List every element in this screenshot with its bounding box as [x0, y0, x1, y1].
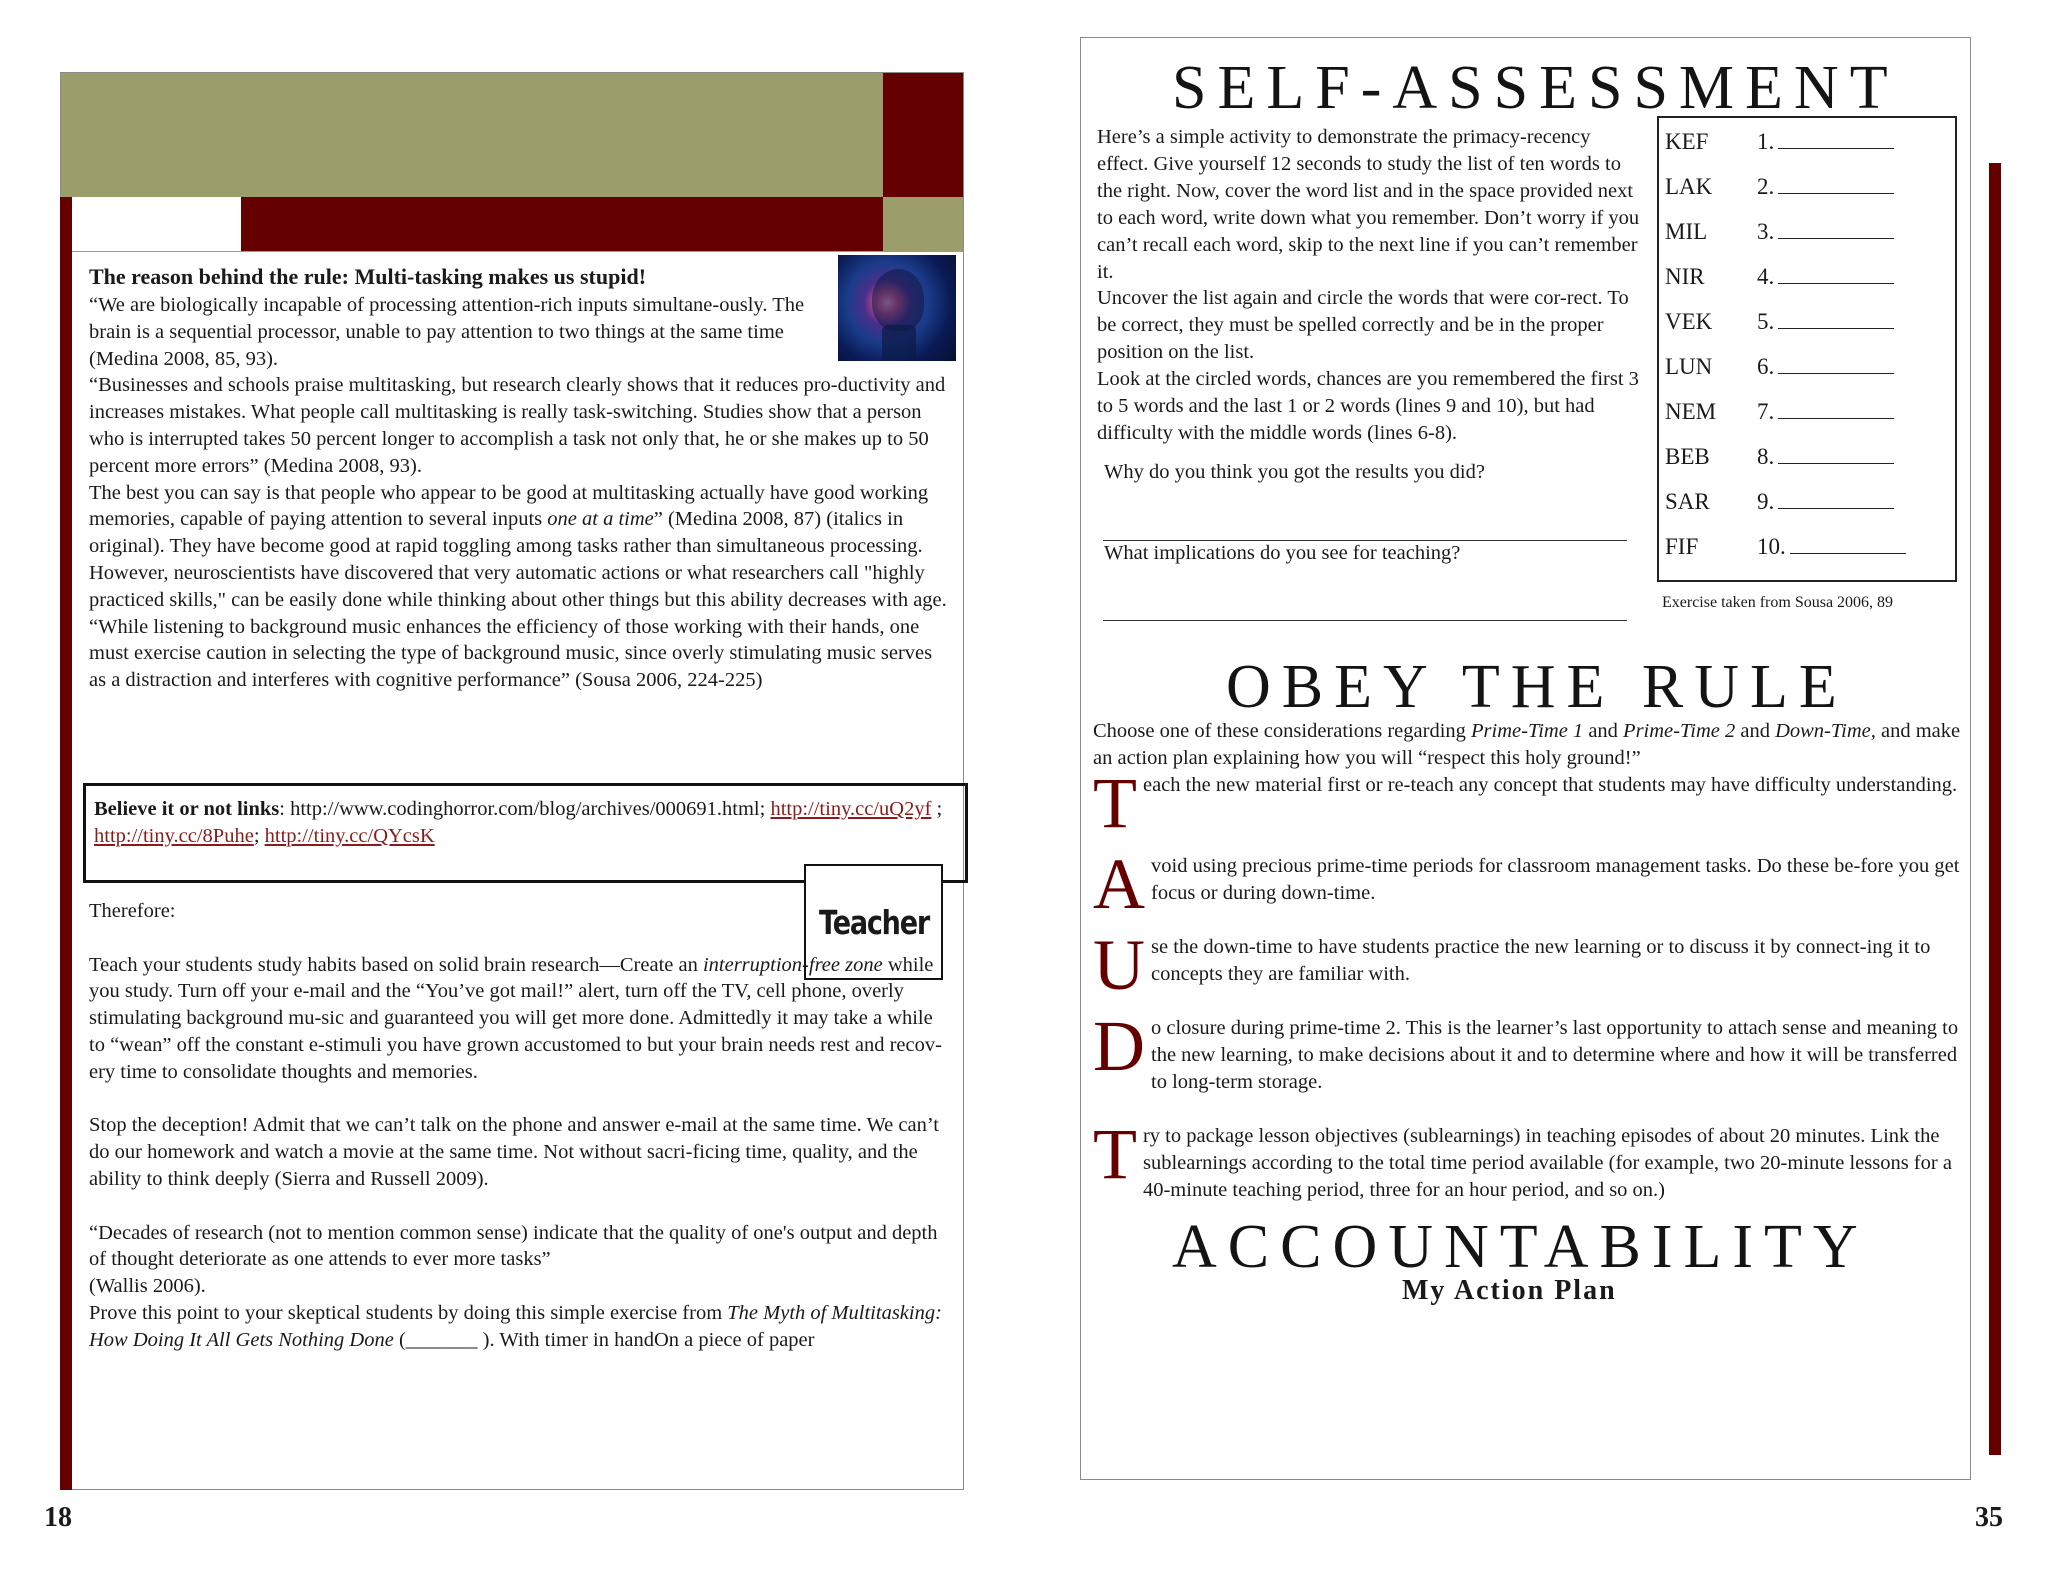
drop-cap: U: [1093, 925, 1145, 1005]
obey-the-rule-title: OBEY THE RULE: [1226, 653, 1848, 721]
drop-cap: A: [1093, 844, 1145, 924]
word-blank[interactable]: [1778, 355, 1894, 374]
answer-line-2[interactable]: [1103, 620, 1627, 621]
paragraph-stop-deception: Stop the deception! Admit that we can’t talk on the phone and answer e-mail at the same time. We can’t do our homework and watch a movie at the same time. Not without sacri-ficing time, quality, and the ability to think deeply (Sierra and Russell 2009).: [89, 1114, 939, 1190]
action-plan-label: My Action Plan: [1402, 1275, 1617, 1306]
obey-intro: Choose one of these considerations regarding Prime-Time 1 and Prime-Time 2 and Down-Time, and make an action plan explaining how you will “respect this holy ground!”: [1093, 720, 1961, 769]
therefore-label: Therefore:: [89, 900, 176, 922]
paragraph-medina-1: “We are biologically incapable of processing attention-rich inputs simultane-ously. The brain is a sequential processor, unable to pay attention to two things at the same time (Medina 2008, 85, 93).: [89, 294, 805, 370]
word-blank[interactable]: [1778, 310, 1894, 329]
word-row: MIL 3.: [1665, 219, 1894, 245]
word-row: NEM 7.: [1665, 399, 1894, 425]
word-row: FIF 10.: [1665, 534, 1906, 560]
word-row: VEK 5.: [1665, 309, 1894, 335]
drop-cap: T: [1093, 1114, 1137, 1194]
paragraph-prove-point: Prove this point to your skeptical students by doing this simple exercise from The Myth of Multitasking: How Doing It All Gets Nothing Done (_______ ). With timer in handOn a piece of paper: [89, 1301, 942, 1351]
header-maroon-bar: [241, 197, 883, 251]
word-blank[interactable]: [1778, 175, 1894, 194]
page-number-right: 35: [1975, 1502, 2003, 1533]
right-page-maroon-edge: [1989, 163, 2001, 1455]
word-blank[interactable]: [1778, 400, 1894, 419]
sa-paragraph-2: Uncover the list again and circle the words that were cor-rect. To be correct, they must be spelled correctly and be in the proper position on the list.: [1097, 287, 1629, 364]
self-assessment-text: [1097, 124, 1645, 447]
word-blank[interactable]: [1778, 445, 1894, 464]
word-row: SAR 9.: [1665, 489, 1894, 515]
paragraph-sousa-quote: “While listening to background music enhances the efficiency of those working with their hands, one must exercise caution in selecting the type of background music, since overly stimulating music serves as a distraction and interferes with cognitive performance” (Sousa 2006, 224-225): [89, 615, 933, 692]
paragraph-decades-quote: “Decades of research (not to mention common sense) indicate that the quality of one's output and depth of thought deteriorate as one attends to ever more tasks”: [89, 1221, 938, 1271]
word-row: BEB 8.: [1665, 444, 1894, 470]
word-blank[interactable]: [1790, 535, 1906, 554]
tip-try: T ry to package lesson objectives (sublearnings) in teaching episodes of about 20 minutes. Link the sublearnings according to the total time period available (for example, two 20-minute lessons for a 40-minute teaching period, three for an hour period, and so on.): [1093, 1114, 1952, 1201]
paragraph-medina-2: “Businesses and schools praise multitasking, but research clearly shows that it reduces pro-ductivity and increases mistakes. What people call multitasking is really task-switching. Studies show that a person who is interrupted takes 50 percent longer to accomplish a task not only that, he or she makes up to 50 percent more errors” (Medina 2008, 93).: [89, 374, 946, 477]
question-results: Why do you think you got the results you did?: [1104, 461, 1485, 483]
paragraph-teach-habits: Teach your students study habits based on solid brain research—Create an interruption-free zone while you study. Turn off your e-mail and the “You’ve got mail!” alert, turn off the TV, cell phone, overly stimulating background mu-sic and guaranteed you will get more done. Admittedly it may take a while to “wean” off the constant e-stimuli you have grown accustomed to but your brain needs rest and recov-ery time to consolidate thoughts and memories.: [89, 953, 942, 1083]
word-row: NIR 4.: [1665, 264, 1894, 290]
drop-cap: T: [1093, 763, 1137, 843]
word-blank[interactable]: [1778, 490, 1894, 509]
tip-avoid: A void using precious prime-time periods for classroom management tasks. Do these be-fore you get focus or during down-time.: [1093, 844, 1960, 924]
sa-paragraph-1: Here’s a simple activity to demonstrate the primacy-recency effect. Give yourself 12 seconds to study the list of ten words to the right. Now, cover the word list and in the space provided next to each word, write down what you remember. Don’t worry if you can’t recall each word, skip to the next line if you can’t remember it.: [1097, 126, 1640, 283]
tip-use: U se the down-time to have students practice the new learning or to discuss it by connect-ing it to concepts they are familiar with.: [1093, 925, 1931, 1005]
word-blank[interactable]: [1778, 220, 1894, 239]
word-row: LUN 6.: [1665, 354, 1894, 380]
tip-teach: T each the new material first or re-teach any concept that students may have difficulty understanding.: [1093, 763, 1958, 843]
answer-line-1[interactable]: [1103, 540, 1627, 541]
teacher-label: Teacher: [818, 902, 929, 942]
word-row: LAK 2.: [1665, 174, 1894, 200]
links-box: Believe it or not links: http://www.codinghorror.com/blog/archives/000691.html; http://tiny.cc/uQ2yf ; http://tiny.cc/8Puhe; http://tiny.cc/QYcsK: [83, 783, 968, 883]
links-plain-url: : http://www.codinghorror.com/blog/archives/000691.html;: [279, 798, 771, 820]
tip-do-closure: D o closure during prime-time 2. This is the learner’s last opportunity to attach sense and meaning to the new learning, to make decisions about it and to determine where and how it will be transferred to long-term storage.: [1093, 1006, 1959, 1093]
left-lower-text: [89, 898, 949, 1354]
wallis-citation: (Wallis 2006).: [89, 1275, 206, 1298]
link-tiny-uq2yf[interactable]: http://tiny.cc/uQ2yf: [770, 798, 932, 820]
header-olive-block: [61, 73, 883, 197]
links-label: Believe it or not links: [94, 798, 280, 820]
drop-cap: D: [1093, 1006, 1145, 1086]
page-number-left: 18: [44, 1502, 72, 1533]
paragraph-neuroscientists: However, neuroscientists have discovered that very automatic actions or what researchers call "highly practiced skills," can be easily done while thinking about other things but this ability decreases with age.: [89, 561, 947, 611]
word-blank[interactable]: [1778, 130, 1894, 149]
header-maroon-block: [883, 73, 963, 197]
question-implications: What implications do you see for teaching?: [1104, 542, 1461, 564]
section-heading: The reason behind the rule: Multi-tasking makes us stupid!: [89, 264, 647, 289]
paragraph-medina-3: The best you can say is that people who appear to be good at multitasking actually have good working memories, capable of paying attention to several inputs one at a time” (Medina 2008, 87) (italics in original). They have become good at rapid toggling among tasks rather than simultaneous processing.: [89, 481, 929, 558]
left-main-text: [89, 262, 949, 694]
link-tiny-qycsk[interactable]: http://tiny.cc/QYcsK: [264, 825, 435, 847]
accountability-title: ACCOUNTABILITY: [1172, 1213, 1869, 1281]
link-tiny-8puhe[interactable]: http://tiny.cc/8Puhe: [94, 825, 254, 847]
header-divider: [61, 251, 963, 252]
word-blank[interactable]: [1778, 265, 1894, 284]
self-assessment-title: SELF-ASSESSMENT: [1172, 54, 1899, 122]
sa-paragraph-3: Look at the circled words, chances are you remembered the first 3 to 5 words and the last 1 or 2 words (lines 9 and 10), but had difficulty with the middle words (lines 6-8).: [1097, 368, 1639, 444]
header-olive-small-block: [883, 197, 963, 251]
word-row: KEF 1.: [1665, 129, 1894, 155]
left-page-maroon-edge: [60, 197, 72, 1490]
exercise-source: Exercise taken from Sousa 2006, 89: [1662, 594, 1894, 611]
